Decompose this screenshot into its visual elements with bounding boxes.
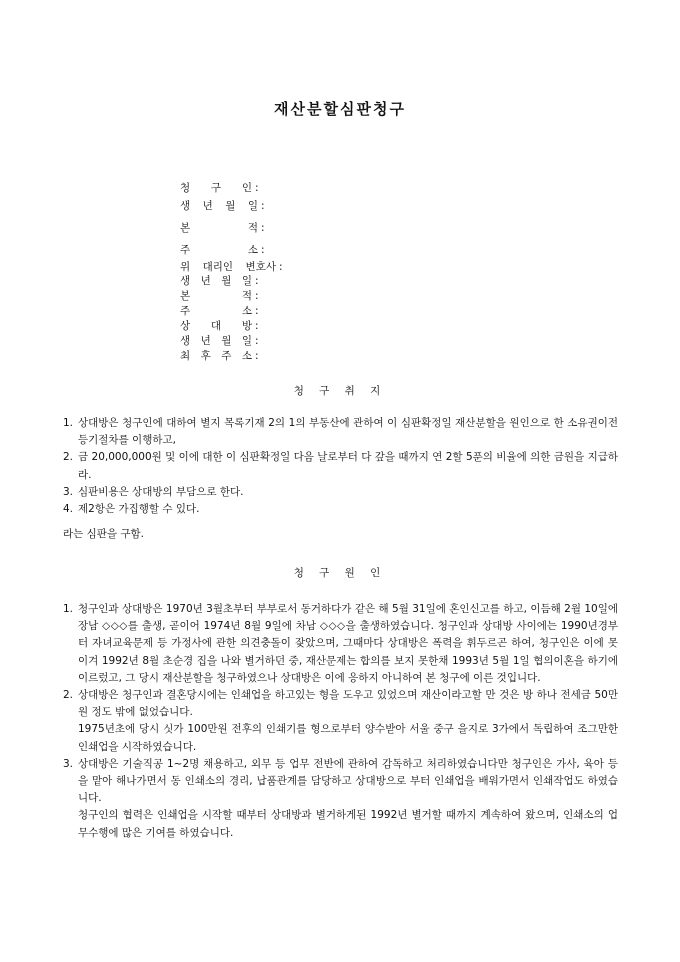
cause-list (63, 601, 618, 842)
address-field: 주 소 : (180, 244, 265, 256)
domicile-field: 본 적 : (180, 290, 259, 302)
respondent-field: 상 대 방 : (180, 320, 259, 332)
list-item: 1. 청구인과 상대방은 1970년 3월초부터 부부로서 동거하다가 같은 해 5월 31일에 혼인신고를 하고, 이듬해 2월 10일에 장남 ◇◇◇를 출생, 곧이어 1974년 8월 9일에 차남 ◇◇◇을 출생하였습니다. 청구인과 상대방 사이에는 1990년경부터 자녀교육문제 등 가정사에 관한 의견충돌이 잦았으며, 그때마다 상대방은 폭력을 휘두르곤 하여, 청구인은 이에 못이겨 1992년 8월 초순경 집을 나와 별거하던 중, 재산문제는 합의를 보지 못한채 1993년 5월 1일 협의이혼을 하기에 이르렀고, 그 당시 재산분할을 청구하였으나 상대방은 이에 응하지 아니하여 본 청구에 이른 것입니다. (63, 603, 618, 684)
birthdate-field: 생 년 월 일 : (180, 275, 259, 287)
list-item: 1. 상대방은 청구인에 대하여 별지 목록기재 2의 1의 부동산에 관하여 이 심판확정일 재산분할을 원인으로 한 소유권이전등기절차를 이행하고, (63, 417, 618, 447)
purpose-closing: 라는 심판을 구함. (63, 528, 145, 540)
list-item: 2. 상대방은 청구인과 결혼당시에는 인쇄업을 하고있는 형을 도우고 있었으며 재산이라고할 만 것은 방 하나 전세금 50만원 정도 밖에 없었습니다. 1975년초에 당시 싯가 100만원 전후의 인쇄기를 형으로부터 양수받아 서울 중구 을지로 3가에서 독립하여 조그만한 인쇄업을 시작하였습니다. (63, 689, 618, 753)
field-label: 본 적 (180, 222, 258, 234)
list-item: 3. 심판비용은 상대방의 부담으로 한다. (63, 485, 244, 498)
purpose-heading: 청 구 취 지 (293, 385, 387, 397)
party-info (180, 180, 283, 363)
field-label: 위 대리인 변호사 (180, 261, 276, 273)
birthdate-field: 생 년 월 일 : (180, 200, 265, 212)
list-item: 2. 금 20,000,000원 및 이에 대한 이 심판확정일 다음 날로부터 다 갚을 때까지 연 2할 5푼의 비율에 의한 금원을 지급하라. (63, 451, 618, 481)
field-label: 본 적 (180, 290, 252, 302)
birthdate-field: 생 년 월 일 : (180, 335, 259, 347)
list-item: 4. 제2항은 가집행할 수 있다. (63, 503, 200, 516)
field-label: 최 후 주 소 (180, 350, 252, 362)
document-title: 재산분할심판청구 (274, 100, 406, 118)
purpose-list (63, 415, 618, 518)
field-label: 상 대 방 (180, 320, 252, 332)
field-label: 생 년 월 일 (180, 275, 252, 287)
attorney-field: 위 대리인 변호사 : (180, 261, 283, 273)
claimant-field: 청 구 인 : (180, 182, 259, 194)
list-item: 3. 상대방은 기술직공 1~2명 채용하고, 외무 등 업무 전반에 관하여 감독하고 처리하였습니다만 청구인은 가사, 육아 등을 맡아 해나가면서 동 인쇄소의 경리, 납품관계를 담당하고 상대방으로 부터 인쇄업을 배워가면서 인쇄작업도 하였습니다. 청구인의 협력은 인쇄업을 시작할 때부터 상대방과 별거하게된 1992년 별거할 때까지 계속하여 왔으며, 인쇄소의 업무수행에 많은 기여를 하였습니다. (63, 757, 618, 839)
last-address-field: 최 후 주 소 : (180, 350, 259, 362)
field-label: 생 년 월 일 (180, 200, 258, 212)
address-field: 주 소 : (180, 305, 259, 317)
field-label: 생 년 월 일 (180, 335, 252, 347)
cause-heading: 청 구 원 인 (293, 567, 387, 579)
field-label: 청 구 인 (180, 182, 252, 194)
field-label: 주 소 (180, 244, 258, 256)
domicile-field: 본 적 : (180, 222, 265, 234)
field-label: 주 소 (180, 305, 252, 317)
